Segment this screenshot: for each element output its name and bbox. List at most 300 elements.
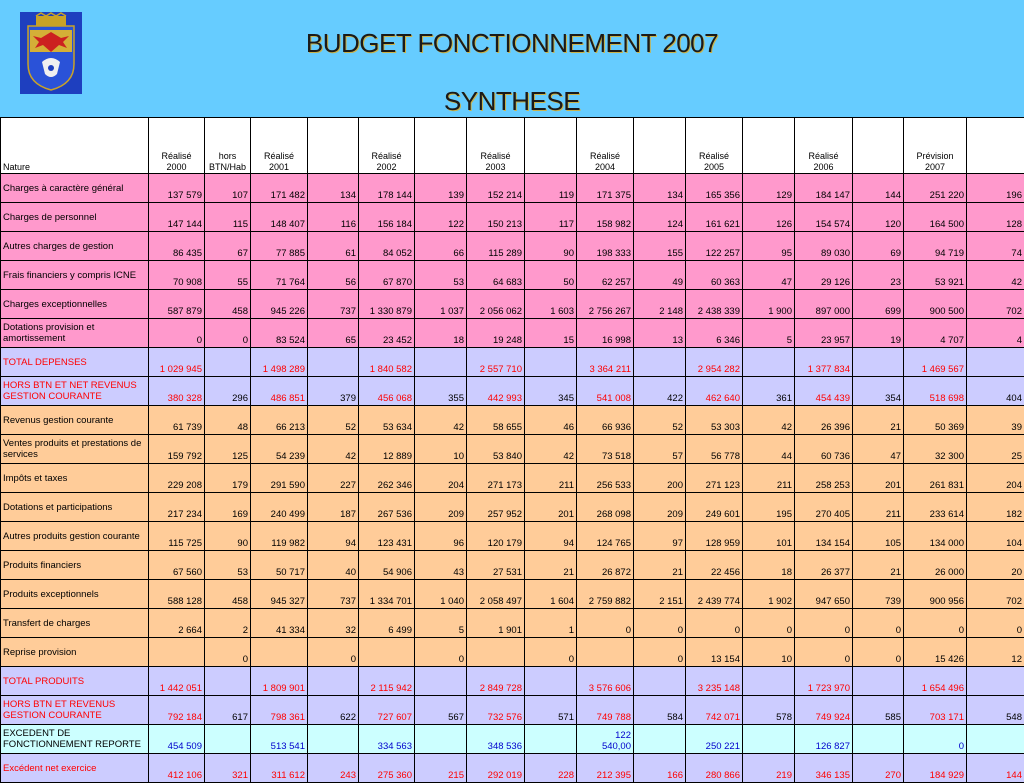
table-cell: 94 xyxy=(308,522,359,551)
table-row xyxy=(1,754,1024,783)
table-cell: 0 xyxy=(795,638,853,667)
table-cell: 240 499 xyxy=(251,493,308,522)
table-cell: 84 052 xyxy=(359,232,415,261)
table-cell: 139 xyxy=(415,174,467,203)
table-cell: 380 328 xyxy=(149,377,205,406)
table-cell: 256 533 xyxy=(577,464,634,493)
table-cell: 0 xyxy=(743,609,795,638)
table-cell: 0 xyxy=(415,638,467,667)
table-cell xyxy=(415,725,467,754)
table-cell: 486 851 xyxy=(251,377,308,406)
table-cell: 732 576 xyxy=(467,696,525,725)
table-cell: 53 840 xyxy=(467,435,525,464)
table-cell: 737 xyxy=(308,290,359,319)
table-cell: 66 xyxy=(415,232,467,261)
header-cell: Réalisé 2006 xyxy=(795,118,853,174)
table-cell: 22 456 xyxy=(686,551,743,580)
table-cell: 228 xyxy=(525,754,577,783)
table-cell: 26 000 xyxy=(904,551,967,580)
table-cell: 126 xyxy=(743,203,795,232)
row-label: Reprise provision xyxy=(1,638,149,667)
table-cell: 60 736 xyxy=(795,435,853,464)
table-cell: 120 179 xyxy=(467,522,525,551)
table-cell: 101 xyxy=(743,522,795,551)
table-cell: 42 xyxy=(525,435,577,464)
table-cell: 1 901 xyxy=(467,609,525,638)
table-cell: 27 531 xyxy=(467,551,525,580)
table-cell: 44 xyxy=(743,435,795,464)
table-cell: 0 xyxy=(853,609,904,638)
table-cell: 749 924 xyxy=(795,696,853,725)
table-cell: 749 788 xyxy=(577,696,634,725)
table-cell: 257 952 xyxy=(467,493,525,522)
table-cell: 158 982 xyxy=(577,203,634,232)
table-cell: 2 xyxy=(205,609,251,638)
table-cell: 15 xyxy=(525,319,577,348)
table-cell: 900 500 xyxy=(904,290,967,319)
table-cell: 150 213 xyxy=(467,203,525,232)
table-cell: 18 xyxy=(415,319,467,348)
table-cell: 201 xyxy=(525,493,577,522)
table-cell: 2 115 942 xyxy=(359,667,415,696)
table-cell: 56 xyxy=(308,261,359,290)
table-cell: 215 xyxy=(415,754,467,783)
table-cell: 345 xyxy=(525,377,577,406)
table-cell xyxy=(308,667,359,696)
table-cell: 1 029 945 xyxy=(149,348,205,377)
table-cell: 124 xyxy=(634,203,686,232)
row-label: Excédent net exercice xyxy=(1,754,149,783)
table-cell: 268 098 xyxy=(577,493,634,522)
header-cell xyxy=(743,118,795,174)
table-cell: 622 xyxy=(308,696,359,725)
table-cell: 422 xyxy=(634,377,686,406)
table-cell: 19 248 xyxy=(467,319,525,348)
table-cell: 0 xyxy=(853,638,904,667)
header-cell: Réalisé 2003 xyxy=(467,118,525,174)
table-cell: 125 xyxy=(205,435,251,464)
table-cell: 195 xyxy=(743,493,795,522)
header-cell: Réalisé 2004 xyxy=(577,118,634,174)
row-label: EXCEDENT DE FONCTIONNEMENT REPORTE xyxy=(1,725,149,754)
table-cell: 227 xyxy=(308,464,359,493)
table-cell: 156 184 xyxy=(359,203,415,232)
table-cell xyxy=(634,725,686,754)
table-cell: 3 576 606 xyxy=(577,667,634,696)
table-cell: 412 106 xyxy=(149,754,205,783)
table-cell: 2 058 497 xyxy=(467,580,525,609)
table-cell: 727 607 xyxy=(359,696,415,725)
table-cell: 166 xyxy=(634,754,686,783)
table-cell: 334 563 xyxy=(359,725,415,754)
header-cell xyxy=(853,118,904,174)
table-cell: 571 xyxy=(525,696,577,725)
table-cell: 56 778 xyxy=(686,435,743,464)
table-cell: 129 xyxy=(743,174,795,203)
table-cell: 171 482 xyxy=(251,174,308,203)
table-cell: 83 524 xyxy=(251,319,308,348)
table-cell: 702 xyxy=(967,290,1024,319)
table-cell: 50 717 xyxy=(251,551,308,580)
row-label: Revenus gestion courante xyxy=(1,406,149,435)
table-cell: 90 xyxy=(205,522,251,551)
header-cell: Réalisé 2001 xyxy=(251,118,308,174)
table-cell: 32 300 xyxy=(904,435,967,464)
header-cell xyxy=(415,118,467,174)
table-cell: 71 764 xyxy=(251,261,308,290)
table-cell: 67 870 xyxy=(359,261,415,290)
table-row xyxy=(1,377,1024,406)
table-cell: 1 037 xyxy=(415,290,467,319)
table-cell: 204 xyxy=(415,464,467,493)
table-cell: 12 xyxy=(967,638,1024,667)
table-cell xyxy=(577,638,634,667)
table-cell: 124 765 xyxy=(577,522,634,551)
table-cell: 61 739 xyxy=(149,406,205,435)
table-cell: 2 954 282 xyxy=(686,348,743,377)
table-cell: 587 879 xyxy=(149,290,205,319)
table-cell: 134 xyxy=(634,174,686,203)
table-cell: 578 xyxy=(743,696,795,725)
table-cell: 55 xyxy=(205,261,251,290)
table-cell: 20 xyxy=(967,551,1024,580)
table-cell xyxy=(853,667,904,696)
table-cell: 4 xyxy=(967,319,1024,348)
table-cell: 2 151 xyxy=(634,580,686,609)
table-cell xyxy=(415,348,467,377)
row-label: Impôts et taxes xyxy=(1,464,149,493)
table-cell: 144 xyxy=(853,174,904,203)
table-cell xyxy=(205,667,251,696)
table-row xyxy=(1,522,1024,551)
table-cell: 179 xyxy=(205,464,251,493)
header-cell xyxy=(967,118,1024,174)
row-label: Charges à caractère général xyxy=(1,174,149,203)
table-cell xyxy=(743,667,795,696)
table-cell: 2 148 xyxy=(634,290,686,319)
table-cell: 1 809 901 xyxy=(251,667,308,696)
table-cell: 10 xyxy=(743,638,795,667)
row-label: Dotations provision et amortissement xyxy=(1,319,149,348)
table-cell: 1 604 xyxy=(525,580,577,609)
table-cell: 454 509 xyxy=(149,725,205,754)
table-cell: 42 xyxy=(967,261,1024,290)
table-cell: 270 xyxy=(853,754,904,783)
table-cell xyxy=(251,638,308,667)
table-cell: 47 xyxy=(853,435,904,464)
header-nature: Nature xyxy=(1,118,149,174)
table-cell: 945 226 xyxy=(251,290,308,319)
table-cell: 182 xyxy=(967,493,1024,522)
table-cell xyxy=(634,348,686,377)
table-cell: 23 xyxy=(853,261,904,290)
table-cell: 1 469 567 xyxy=(904,348,967,377)
table-cell: 2 849 728 xyxy=(467,667,525,696)
row-label: Produits financiers xyxy=(1,551,149,580)
table-cell xyxy=(967,667,1024,696)
budget-table xyxy=(0,117,1024,783)
table-cell: 0 xyxy=(308,638,359,667)
table-cell: 261 831 xyxy=(904,464,967,493)
table-cell: 2 439 774 xyxy=(686,580,743,609)
table-row xyxy=(1,319,1024,348)
table-cell: 0 xyxy=(205,319,251,348)
table-cell: 462 640 xyxy=(686,377,743,406)
table-cell: 67 560 xyxy=(149,551,205,580)
table-cell: 94 719 xyxy=(904,232,967,261)
table-cell: 53 634 xyxy=(359,406,415,435)
table-cell: 128 xyxy=(967,203,1024,232)
row-label: Frais financiers y compris ICNE xyxy=(1,261,149,290)
table-row xyxy=(1,638,1024,667)
table-cell xyxy=(467,638,525,667)
table-cell: 1 654 496 xyxy=(904,667,967,696)
row-label: HORS BTN ET NET REVENUS GESTION COURANTE xyxy=(1,377,149,406)
table-row xyxy=(1,609,1024,638)
table-cell: 120 xyxy=(853,203,904,232)
table-cell: 513 541 xyxy=(251,725,308,754)
table-cell: 57 xyxy=(634,435,686,464)
table-cell: 119 xyxy=(525,174,577,203)
table-cell: 94 xyxy=(525,522,577,551)
table-cell: 67 xyxy=(205,232,251,261)
header-cell xyxy=(308,118,359,174)
table-cell: 258 253 xyxy=(795,464,853,493)
table-cell: 122 540,00 xyxy=(577,725,634,754)
row-label: Produits exceptionnels xyxy=(1,580,149,609)
table-cell: 212 395 xyxy=(577,754,634,783)
table-cell: 196 xyxy=(967,174,1024,203)
table-cell: 32 xyxy=(308,609,359,638)
table-cell: 26 396 xyxy=(795,406,853,435)
table-cell: 52 xyxy=(634,406,686,435)
table-cell: 42 xyxy=(308,435,359,464)
table-cell: 0 xyxy=(686,609,743,638)
table-cell: 211 xyxy=(743,464,795,493)
table-cell: 49 xyxy=(634,261,686,290)
table-cell: 204 xyxy=(967,464,1024,493)
table-cell: 10 xyxy=(415,435,467,464)
table-row xyxy=(1,348,1024,377)
table-cell: 1 040 xyxy=(415,580,467,609)
table-cell: 115 xyxy=(205,203,251,232)
row-label: Charges de personnel xyxy=(1,203,149,232)
table-cell: 1 334 701 xyxy=(359,580,415,609)
table-row xyxy=(1,174,1024,203)
table-cell: 62 257 xyxy=(577,261,634,290)
table-row xyxy=(1,667,1024,696)
table-cell: 702 xyxy=(967,580,1024,609)
row-label: Transfert de charges xyxy=(1,609,149,638)
table-cell: 74 xyxy=(967,232,1024,261)
table-cell: 128 959 xyxy=(686,522,743,551)
table-cell: 2 664 xyxy=(149,609,205,638)
header-row xyxy=(1,118,1024,174)
table-cell: 270 405 xyxy=(795,493,853,522)
table-cell: 200 xyxy=(634,464,686,493)
table-cell: 442 993 xyxy=(467,377,525,406)
table-cell: 15 426 xyxy=(904,638,967,667)
table-cell: 42 xyxy=(743,406,795,435)
table-cell: 900 956 xyxy=(904,580,967,609)
table-cell: 23 452 xyxy=(359,319,415,348)
table-cell: 404 xyxy=(967,377,1024,406)
table-cell xyxy=(967,348,1024,377)
table-cell: 70 908 xyxy=(149,261,205,290)
table-cell: 0 xyxy=(904,609,967,638)
table-cell: 209 xyxy=(415,493,467,522)
table-cell: 115 725 xyxy=(149,522,205,551)
table-cell: 104 xyxy=(967,522,1024,551)
table-cell: 2 557 710 xyxy=(467,348,525,377)
table-cell: 737 xyxy=(308,580,359,609)
table-cell: 47 xyxy=(743,261,795,290)
table-cell: 0 xyxy=(634,609,686,638)
table-row xyxy=(1,203,1024,232)
table-cell: 742 071 xyxy=(686,696,743,725)
table-row xyxy=(1,580,1024,609)
table-cell xyxy=(743,348,795,377)
table-cell: 148 407 xyxy=(251,203,308,232)
table-cell: 165 356 xyxy=(686,174,743,203)
table-cell: 25 xyxy=(967,435,1024,464)
header-cell: Réalisé 2005 xyxy=(686,118,743,174)
table-cell: 69 xyxy=(853,232,904,261)
table-cell: 0 xyxy=(149,319,205,348)
table-row xyxy=(1,551,1024,580)
table-cell: 617 xyxy=(205,696,251,725)
table-cell xyxy=(359,638,415,667)
table-cell: 291 590 xyxy=(251,464,308,493)
table-cell: 95 xyxy=(743,232,795,261)
table-cell: 798 361 xyxy=(251,696,308,725)
table-cell: 23 957 xyxy=(795,319,853,348)
table-cell xyxy=(634,667,686,696)
table-cell: 122 257 xyxy=(686,232,743,261)
table-cell: 249 601 xyxy=(686,493,743,522)
table-cell: 0 xyxy=(967,609,1024,638)
table-cell: 40 xyxy=(308,551,359,580)
table-cell: 2 756 267 xyxy=(577,290,634,319)
table-cell: 792 184 xyxy=(149,696,205,725)
table-cell: 5 xyxy=(743,319,795,348)
table-row xyxy=(1,232,1024,261)
table-cell: 703 171 xyxy=(904,696,967,725)
header-cell: Réalisé 2002 xyxy=(359,118,415,174)
table-cell: 1 840 582 xyxy=(359,348,415,377)
table-cell: 354 xyxy=(853,377,904,406)
table-cell: 458 xyxy=(205,580,251,609)
table-cell: 361 xyxy=(743,377,795,406)
table-cell: 178 144 xyxy=(359,174,415,203)
table-cell: 346 135 xyxy=(795,754,853,783)
table-cell: 64 683 xyxy=(467,261,525,290)
table-row xyxy=(1,290,1024,319)
table-cell: 161 621 xyxy=(686,203,743,232)
table-cell: 296 xyxy=(205,377,251,406)
table-cell: 184 929 xyxy=(904,754,967,783)
table-cell: 280 866 xyxy=(686,754,743,783)
table-cell: 0 xyxy=(634,638,686,667)
table-cell: 13 xyxy=(634,319,686,348)
table-cell xyxy=(205,348,251,377)
table-cell xyxy=(853,725,904,754)
table-row xyxy=(1,493,1024,522)
row-label: TOTAL DEPENSES xyxy=(1,348,149,377)
table-cell: 107 xyxy=(205,174,251,203)
table-cell: 947 650 xyxy=(795,580,853,609)
table-cell: 211 xyxy=(525,464,577,493)
table-cell: 86 435 xyxy=(149,232,205,261)
table-cell xyxy=(525,667,577,696)
table-cell: 105 xyxy=(853,522,904,551)
table-cell: 311 612 xyxy=(251,754,308,783)
table-cell: 0 xyxy=(525,638,577,667)
table-cell: 126 827 xyxy=(795,725,853,754)
table-cell: 144 xyxy=(967,754,1024,783)
table-cell: 65 xyxy=(308,319,359,348)
header-cell: Prévision 2007 xyxy=(904,118,967,174)
table-cell xyxy=(205,725,251,754)
table-cell: 41 334 xyxy=(251,609,308,638)
row-label: Autres charges de gestion xyxy=(1,232,149,261)
table-cell: 52 xyxy=(308,406,359,435)
table-cell: 2 438 339 xyxy=(686,290,743,319)
table-cell: 60 363 xyxy=(686,261,743,290)
table-cell xyxy=(308,348,359,377)
table-cell: 119 982 xyxy=(251,522,308,551)
table-cell: 233 614 xyxy=(904,493,967,522)
table-cell: 0 xyxy=(577,609,634,638)
table-cell: 97 xyxy=(634,522,686,551)
table-cell: 1 723 970 xyxy=(795,667,853,696)
table-cell: 271 173 xyxy=(467,464,525,493)
table-cell: 292 019 xyxy=(467,754,525,783)
table-cell: 66 213 xyxy=(251,406,308,435)
table-cell: 53 xyxy=(205,551,251,580)
table-cell: 1 900 xyxy=(743,290,795,319)
header-cell: Réalisé 2000 xyxy=(149,118,205,174)
table-cell: 348 536 xyxy=(467,725,525,754)
table-cell: 48 xyxy=(205,406,251,435)
table-cell: 61 xyxy=(308,232,359,261)
table-cell: 164 500 xyxy=(904,203,967,232)
table-cell: 585 xyxy=(853,696,904,725)
table-cell: 379 xyxy=(308,377,359,406)
table-cell: 137 579 xyxy=(149,174,205,203)
table-cell: 21 xyxy=(634,551,686,580)
table-cell: 2 759 882 xyxy=(577,580,634,609)
table-cell: 355 xyxy=(415,377,467,406)
table-cell: 198 333 xyxy=(577,232,634,261)
table-cell: 588 128 xyxy=(149,580,205,609)
table-cell: 548 xyxy=(967,696,1024,725)
table-cell: 53 xyxy=(415,261,467,290)
table-cell: 46 xyxy=(525,406,577,435)
table-cell: 211 xyxy=(853,493,904,522)
row-label: Charges exceptionnelles xyxy=(1,290,149,319)
table-cell: 147 144 xyxy=(149,203,205,232)
table-cell: 50 xyxy=(525,261,577,290)
table-cell: 90 xyxy=(525,232,577,261)
header-cell xyxy=(525,118,577,174)
table-cell: 54 906 xyxy=(359,551,415,580)
table-cell: 53 303 xyxy=(686,406,743,435)
table-cell: 19 xyxy=(853,319,904,348)
table-cell: 18 xyxy=(743,551,795,580)
table-cell: 171 375 xyxy=(577,174,634,203)
table-cell xyxy=(149,638,205,667)
